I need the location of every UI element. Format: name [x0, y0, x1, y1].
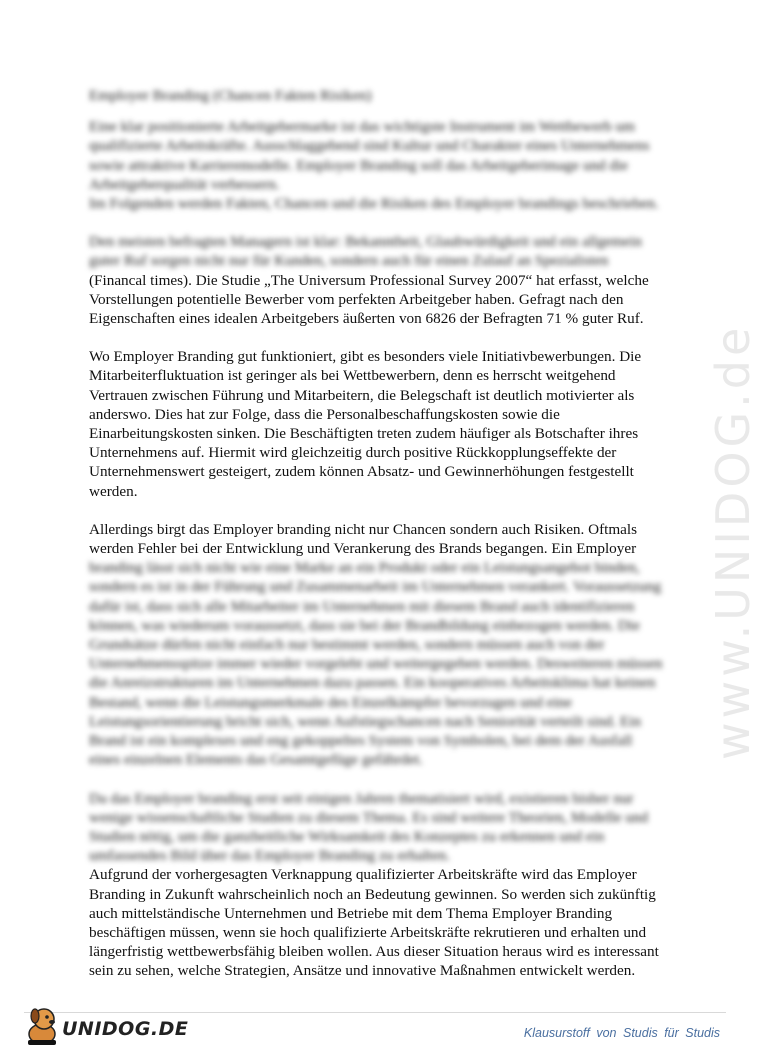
paragraph-survey: [89, 232, 664, 328]
document-title: Employer Branding (Chancen Fakten Risiken): [89, 87, 372, 104]
paragraph-research: Da das Employer branding erst seit einigen Jahren thematisiert wird, existieren bisher nur wenige wissenschaftliche Studien zu diesem Thema. Es sind weitere Theorien, Modelle und Studien nötig, um die ganzheitliche Wirksamkeit des Konzeptes zu erkennen und ein umfassendes Bild über das Employer Branding zu erhalten.: [89, 789, 649, 865]
footer-slogan: Klausurstoff von Studis für Studis: [523, 1026, 720, 1040]
paragraph-risks-visible: Allerdings birgt das Employer branding nicht nur Chancen sondern auch Risiken. Oftmals werden Fehler bei der Entwicklung und Verankerung des Brands begangen. Ein Employer: [89, 520, 638, 558]
unidog-logo: [22, 1004, 189, 1048]
logo-text: UNIDOG.DE: [62, 1018, 189, 1040]
paragraph-risks-blurred: branding lässt sich nicht wie eine Marke an ein Produkt oder ein Leistungsangebot binden, sondern es ist in der Führung und Zusammenarbeit im Unternehmen verankert. Voraussetzung dafür ist, dass sich alle Mitarbeiter im Unternehmen mit diesem Brand auch identifizieren können, was wiederum voraussetzt, dass sie bei der Brandbildung einbezogen werden. Die Grundsätze dürfen nicht einfach nur bestimmt werden, sondern müssen auch von der Unternehmensspitze immer wieder vorgelebt und weitergegeben werden. Desweiteren müssen die Anreizstrukturen im Unternehmen dazu passen. Ein kooperatives Arbeitsklima hat keinen Bestand, wenn die Leistungsmerkmale des Einzelkämpfer bevorzugen und eine Leistungsorientierung bricht sich, wenn Aufstiegschancen nach Seniorität verteilt sind. Ein Brand ist ein komplexes und eng gekoppeltes System von Symbolen, bei dem der Ausfall eines einzelnen Elements das Gesamtgefüge gefährdet.: [89, 559, 663, 769]
paragraph-survey-blurred: Den meisten befragten Managern ist klar: Bekanntheit, Glaubwürdigkeit und ein allgemein guter Ruf sorgen nicht nur für Kunden, sondern auch für einen Zulauf an Spezialisten: [89, 233, 642, 270]
paragraph-risks: [89, 520, 664, 770]
document-body: [89, 86, 664, 981]
paragraph-intro-2: Im Folgenden werden Fakten, Chancen und die Risiken des Employer brandings beschrieben.: [89, 195, 659, 213]
paragraph-intro: Eine klar positionierte Arbeitgebermarke ist das wichtigste Instrument im Wettbewerb um qualifizierte Arbeitskräfte. Ausschlaggebend sind Kultur und Charakter eines Unternehmens sowie attraktive Karrieremodelle. Employer Branding soll das Arbeitgeberimage und die Arbeitgeberqualität verbessern.: [89, 118, 650, 193]
watermark: www.UNIDOG.de: [706, 323, 760, 760]
paragraph-outlook: Aufgrund der vorhergesagten Verknappung qualifizierter Arbeitskräfte wird das Employer Branding in Zukunft wahrscheinlich noch an Bedeutung gewinnen. So werden sich zukünftig auch mittelständische Unternehmen und Betriebe mit dem Thema Employer Branding beschäftigen müssen, wenn sie hoch qualifizierte Arbeitskräfte rekrutieren und erhalten und längerfristig wettbewerbsfähig bleiben wollen. Aus dieser Situation heraus wird es interessant sein zu sehen, welche Strategien, Ansätze und innovative Maßnahmen entwickelt werden.: [89, 866, 659, 980]
dog-mascot-icon: [22, 1004, 62, 1048]
paragraph-survey-visible: (Financal times). Die Studie „The Universum Professional Survey 2007“ hat erfasst, welche Vorstellungen potentielle Bewerber vom perfekten Arbeitgeber haben. Gefragt nach den Eigenschaften eines idealen Arbeitgebers äußerten von 6826 der Befragten 71 % guter Ruf.: [89, 271, 649, 328]
paragraph-opportunities: Wo Employer Branding gut funktioniert, gibt es besonders viele Initiativbewerbungen. Die Mitarbeiterfluktuation ist geringer als bei Wettbewerbern, denn es herrscht weitgehend Vertrauen zwischen Führung und Mitarbeitern, die Belegschaft ist deutlich motivierter als anderswo. Dies hat zur Folge, dass die Personalbeschaffungskosten sowie die Einarbeitungskosten sinken. Die Beschäftigten treten zudem häufiger als Botschafter ihres Unternehmens auf. Hiermit wird gleichzeitig durch positive Rückkopplungseffekte der Unternehmenswert gesteigert, zudem können Absatz- und Gewinnerhöhungen festgestellt werden.: [89, 348, 642, 500]
